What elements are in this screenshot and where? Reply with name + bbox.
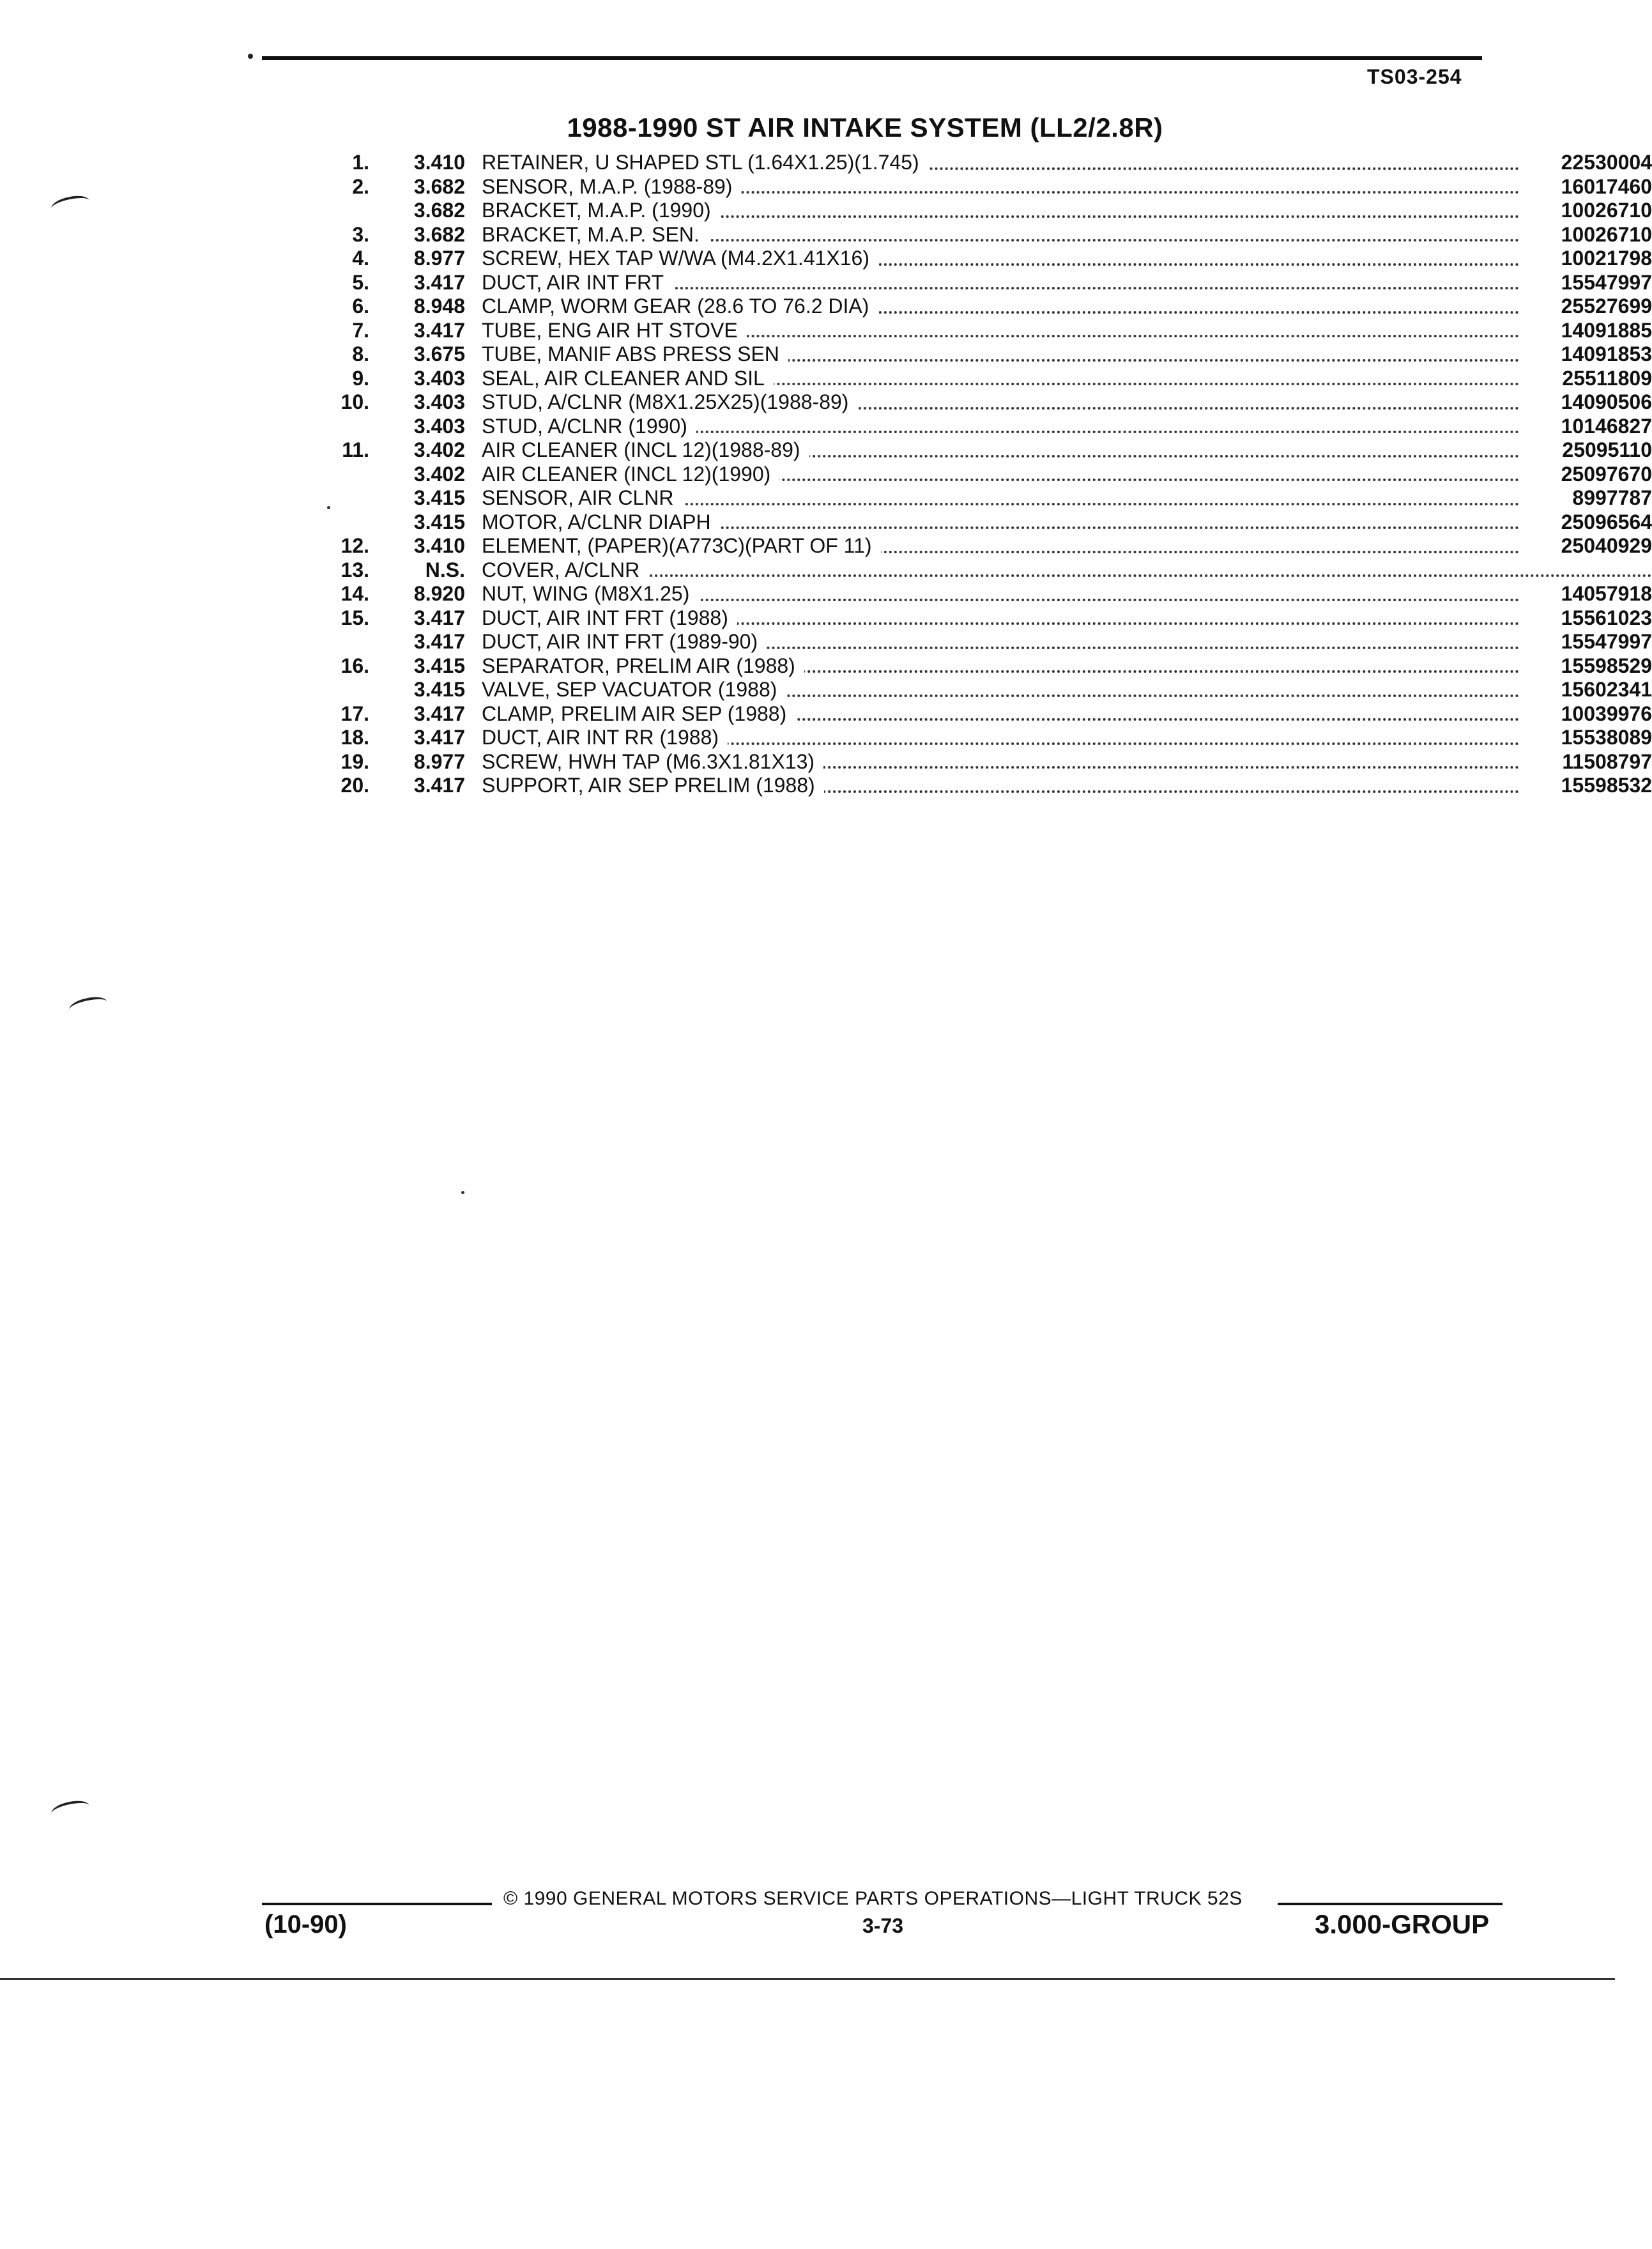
ref-number: 1. — [352, 151, 369, 174]
part-detail: , A/CLNR (1990) — [537, 414, 687, 438]
part-row — [300, 414, 1652, 439]
part-line — [482, 582, 1652, 606]
part-description — [482, 390, 857, 413]
part-row — [300, 558, 1504, 583]
part-detail: , WORM GEAR (28.6 TO 76.2 DIA) — [549, 295, 869, 318]
part-line — [482, 151, 1652, 175]
part-description — [482, 558, 648, 581]
part-description — [482, 438, 809, 461]
part-name: SUPPORT — [482, 774, 578, 797]
group-number: 3.675 — [413, 342, 465, 365]
part-detail: , A/CLNR — [554, 558, 640, 581]
part-number: 14057918 — [1519, 582, 1652, 606]
ref-number: 12. — [340, 534, 369, 557]
part-row — [300, 295, 1652, 319]
page-number: 3-73 — [862, 1914, 904, 1937]
ref-number: 17. — [340, 702, 369, 725]
part-detail: , M.A.P. SEN. — [576, 222, 700, 246]
part-name: DUCT — [482, 630, 537, 653]
part-row — [300, 270, 1652, 295]
part-row — [300, 702, 1652, 726]
part-number: 10026710 — [1519, 223, 1652, 247]
part-line — [482, 654, 1652, 679]
parts-list — [300, 151, 1652, 798]
part-number: 25527699 — [1519, 295, 1652, 319]
part-detail: , SEP VACUATOR (1988) — [544, 678, 777, 701]
paper-speck — [327, 506, 330, 509]
part-description — [482, 319, 747, 342]
part-description — [482, 486, 683, 509]
ref-number: 19. — [340, 749, 369, 773]
part-line — [482, 534, 1652, 558]
part-row — [300, 630, 1652, 654]
group-number: 3.403 — [413, 414, 465, 438]
part-row — [300, 366, 1652, 391]
part-description — [482, 367, 774, 390]
part-detail: , MANIF ABS PRESS SEN — [536, 342, 779, 365]
part-line — [482, 390, 1652, 415]
part-line — [482, 415, 1652, 439]
part-number: 15538089 — [1519, 726, 1652, 750]
group-number: 8.977 — [413, 749, 465, 773]
ref-number: 11. — [342, 438, 369, 461]
part-name: NUT — [482, 582, 522, 605]
ref-number: 20. — [340, 774, 369, 797]
group-number: 8.948 — [413, 295, 465, 318]
page-title — [0, 112, 1615, 143]
part-detail: , AIR INT FRT — [536, 270, 664, 294]
part-line — [482, 558, 1652, 583]
ref-number: 9. — [352, 366, 369, 390]
part-description — [482, 342, 788, 365]
part-number: 10026710 — [1519, 199, 1652, 223]
part-detail: (INCL 12)(1990) — [618, 462, 771, 486]
part-detail: , A/CLNR DIAPH — [557, 510, 711, 533]
group-number: 3.415 — [413, 510, 465, 533]
part-line — [482, 342, 1652, 367]
ref-number: 7. — [352, 318, 369, 342]
part-description — [482, 534, 881, 557]
part-description — [482, 415, 696, 438]
part-number: 10039976 — [1519, 702, 1652, 726]
dot-leader — [482, 574, 1652, 577]
part-detail: , ENG AIR HT STOVE — [536, 318, 738, 342]
part-line — [482, 630, 1652, 654]
part-detail: , AIR CLEANER AND SIL — [533, 366, 765, 390]
part-description — [482, 151, 928, 174]
part-name: TUBE — [482, 342, 537, 365]
group-number: 3.403 — [413, 390, 465, 413]
part-line — [482, 319, 1652, 343]
part-number: 25511809 — [1519, 367, 1652, 391]
part-detail: , A/CLNR (M8X1.25X25)(1988-89) — [537, 390, 849, 413]
part-number: 15598529 — [1519, 654, 1652, 679]
part-name: AIR CLEANER — [482, 438, 618, 461]
part-number: 8997787 — [1519, 486, 1652, 510]
part-name: SENSOR — [482, 174, 569, 198]
part-line — [482, 486, 1652, 510]
part-detail: , (PAPER)(A773C)(PART OF 11) — [576, 534, 872, 557]
ref-number: 18. — [340, 726, 369, 749]
ref-number: 3. — [352, 222, 369, 246]
part-line — [482, 702, 1652, 726]
part-description — [482, 606, 737, 629]
part-row — [300, 222, 1652, 247]
group-number: 3.415 — [413, 678, 465, 701]
part-line — [482, 199, 1652, 223]
binder-hole-mark — [50, 1798, 91, 1821]
group-number: 3.403 — [413, 366, 465, 390]
paper-speck — [461, 1191, 464, 1194]
part-description — [482, 702, 795, 725]
part-number: 14091885 — [1519, 319, 1652, 343]
footer-rule-left — [262, 1903, 492, 1905]
binder-hole-mark — [50, 193, 91, 216]
part-row — [300, 606, 1652, 631]
part-number: 15602341 — [1519, 678, 1652, 702]
part-name: SENSOR — [482, 486, 569, 509]
group-number: 3.682 — [413, 222, 465, 246]
group-number: 8.920 — [413, 582, 465, 605]
part-row — [300, 749, 1652, 774]
part-number: 16017460 — [1519, 175, 1652, 199]
part-row — [300, 390, 1652, 415]
part-description — [482, 750, 823, 773]
page-bottom-line — [0, 1978, 1615, 1980]
part-detail: , M.A.P. (1988-89) — [568, 174, 733, 198]
part-line — [482, 510, 1652, 535]
part-description — [482, 223, 708, 246]
part-name: SEAL — [482, 366, 534, 390]
part-description — [482, 630, 767, 653]
part-name: DUCT — [482, 270, 537, 294]
group-number: 8.977 — [413, 247, 465, 270]
ref-number: 2. — [352, 174, 369, 198]
part-row — [300, 654, 1652, 679]
part-row — [300, 462, 1652, 487]
part-number: 15547997 — [1519, 630, 1652, 654]
group-number: 3.417 — [413, 606, 465, 629]
ref-number: 16. — [340, 654, 369, 677]
part-detail: , PRELIM AIR (1988) — [604, 654, 795, 677]
group-number: 3.417 — [413, 702, 465, 725]
ref-number: 14. — [340, 582, 369, 605]
part-detail: , AIR INT FRT (1989-90) — [536, 630, 758, 653]
part-name: ELEMENT — [482, 534, 576, 557]
part-name: SEPARATOR — [482, 654, 605, 677]
part-line — [482, 247, 1652, 271]
part-row — [300, 247, 1652, 271]
group-number: 3.402 — [413, 462, 465, 486]
revision-date: (10-90) — [264, 1910, 347, 1938]
part-row — [300, 510, 1652, 535]
part-name: SCREW — [482, 749, 557, 773]
group-number: N.S. — [425, 558, 465, 581]
part-number: 14090506 — [1519, 390, 1652, 415]
part-name: TUBE — [482, 318, 537, 342]
part-row — [300, 342, 1652, 367]
part-name: CLAMP — [482, 295, 550, 318]
part-row — [300, 318, 1652, 343]
part-line — [482, 175, 1652, 199]
part-detail: , AIR INT RR (1988) — [536, 726, 719, 749]
part-name: CLAMP — [482, 702, 550, 725]
ref-number: 6. — [352, 295, 369, 318]
group-number: 3.417 — [413, 318, 465, 342]
part-line — [482, 463, 1652, 487]
group-number: 3.402 — [413, 438, 465, 461]
part-description — [482, 247, 878, 270]
part-name: VALVE — [482, 678, 545, 701]
part-line — [482, 271, 1652, 295]
ref-number: 13. — [340, 558, 369, 581]
ref-number: 5. — [352, 270, 369, 294]
group-number: 3.415 — [413, 486, 465, 509]
part-line — [482, 367, 1652, 391]
part-row — [300, 534, 1652, 558]
part-row — [300, 774, 1652, 798]
part-row — [300, 726, 1652, 750]
page-title-text: 1988-1990 ST AIR INTAKE SYSTEM (LL2/2.8R) — [567, 112, 1163, 142]
part-detail: , HEX TAP W/WA (M4.2X1.41X16) — [556, 247, 869, 270]
part-name: DUCT — [482, 606, 537, 629]
part-description — [482, 726, 728, 749]
group-number: 3.682 — [413, 199, 465, 222]
part-number: 10146827 — [1519, 415, 1652, 439]
part-name: DUCT — [482, 726, 537, 749]
part-description — [482, 271, 673, 294]
header-rule — [262, 56, 1482, 60]
part-detail: , M.A.P. (1990) — [576, 199, 711, 222]
part-name: BRACKET — [482, 222, 576, 246]
part-description — [482, 510, 720, 533]
group-label: 3.000-GROUP — [1315, 1909, 1490, 1939]
part-name: SCREW — [482, 247, 557, 270]
part-number: 15561023 — [1519, 606, 1652, 631]
ref-number: 15. — [340, 606, 369, 629]
part-detail: (INCL 12)(1988-89) — [618, 438, 800, 461]
part-row — [300, 582, 1652, 606]
part-name: COVER — [482, 558, 554, 581]
margin-dot — [248, 54, 253, 59]
part-name: RETAINER — [482, 151, 584, 174]
binder-hole-mark — [68, 994, 109, 1017]
ref-number: 4. — [352, 247, 369, 270]
ref-number: 8. — [352, 342, 369, 365]
document-id: TS03-254 — [1367, 65, 1462, 88]
part-number: 25095110 — [1519, 438, 1652, 463]
part-name: BRACKET — [482, 199, 576, 222]
part-row — [300, 438, 1652, 463]
group-number: 3.410 — [413, 534, 465, 557]
group-number: 3.417 — [413, 774, 465, 797]
part-row — [300, 174, 1652, 199]
group-number: 3.417 — [413, 630, 465, 653]
part-description — [482, 199, 720, 222]
part-number: 25096564 — [1519, 510, 1652, 535]
part-description — [482, 774, 824, 797]
footer-rule-right — [1278, 1903, 1503, 1905]
part-line — [482, 678, 1652, 702]
part-row — [300, 151, 1652, 175]
part-name: AIR CLEANER — [482, 462, 618, 486]
copyright-text: © 1990 GENERAL MOTORS SERVICE PARTS OPERATIONS—LIGHT TRUCK 52S — [503, 1888, 1243, 1909]
ref-number: 10. — [340, 390, 369, 413]
part-detail: , AIR INT FRT (1988) — [536, 606, 728, 629]
part-description — [482, 463, 779, 486]
part-line — [482, 295, 1652, 319]
group-number: 3.682 — [413, 174, 465, 198]
part-name: STUD — [482, 414, 538, 438]
part-description — [482, 678, 786, 701]
part-number: 25097670 — [1519, 463, 1652, 487]
part-description — [482, 582, 698, 605]
group-number: 3.417 — [413, 726, 465, 749]
part-row — [300, 486, 1652, 510]
group-number: 3.410 — [413, 151, 465, 174]
part-name: STUD — [482, 390, 538, 413]
part-number: 11508797 — [1519, 750, 1652, 774]
part-number: 25040929 — [1519, 534, 1652, 558]
part-line — [482, 774, 1652, 798]
part-line — [482, 726, 1652, 750]
part-line — [482, 223, 1652, 247]
part-line — [482, 438, 1652, 463]
part-detail: , U SHAPED STL (1.64X1.25)(1.745) — [583, 151, 919, 174]
part-number: 15598532 — [1519, 774, 1652, 798]
group-number: 3.417 — [413, 270, 465, 294]
part-detail: , WING (M8X1.25) — [521, 582, 690, 605]
part-name: MOTOR — [482, 510, 558, 533]
part-detail: , AIR SEP PRELIM (1988) — [577, 774, 815, 797]
part-description — [482, 654, 804, 677]
group-number: 3.415 — [413, 654, 465, 677]
part-detail: , PRELIM AIR SEP (1988) — [549, 702, 787, 725]
part-row — [300, 678, 1652, 702]
part-description — [482, 295, 878, 318]
part-number: 15547997 — [1519, 271, 1652, 295]
part-line — [482, 606, 1652, 631]
part-number: 14091853 — [1519, 342, 1652, 367]
part-number: 10021798 — [1519, 247, 1652, 271]
part-detail: , AIR CLNR — [568, 486, 674, 509]
part-line — [482, 750, 1652, 774]
part-description — [482, 175, 741, 198]
part-detail: , HWH TAP (M6.3X1.81X13) — [556, 749, 815, 773]
part-row — [300, 199, 1652, 223]
part-number: 22530004 — [1519, 151, 1652, 175]
